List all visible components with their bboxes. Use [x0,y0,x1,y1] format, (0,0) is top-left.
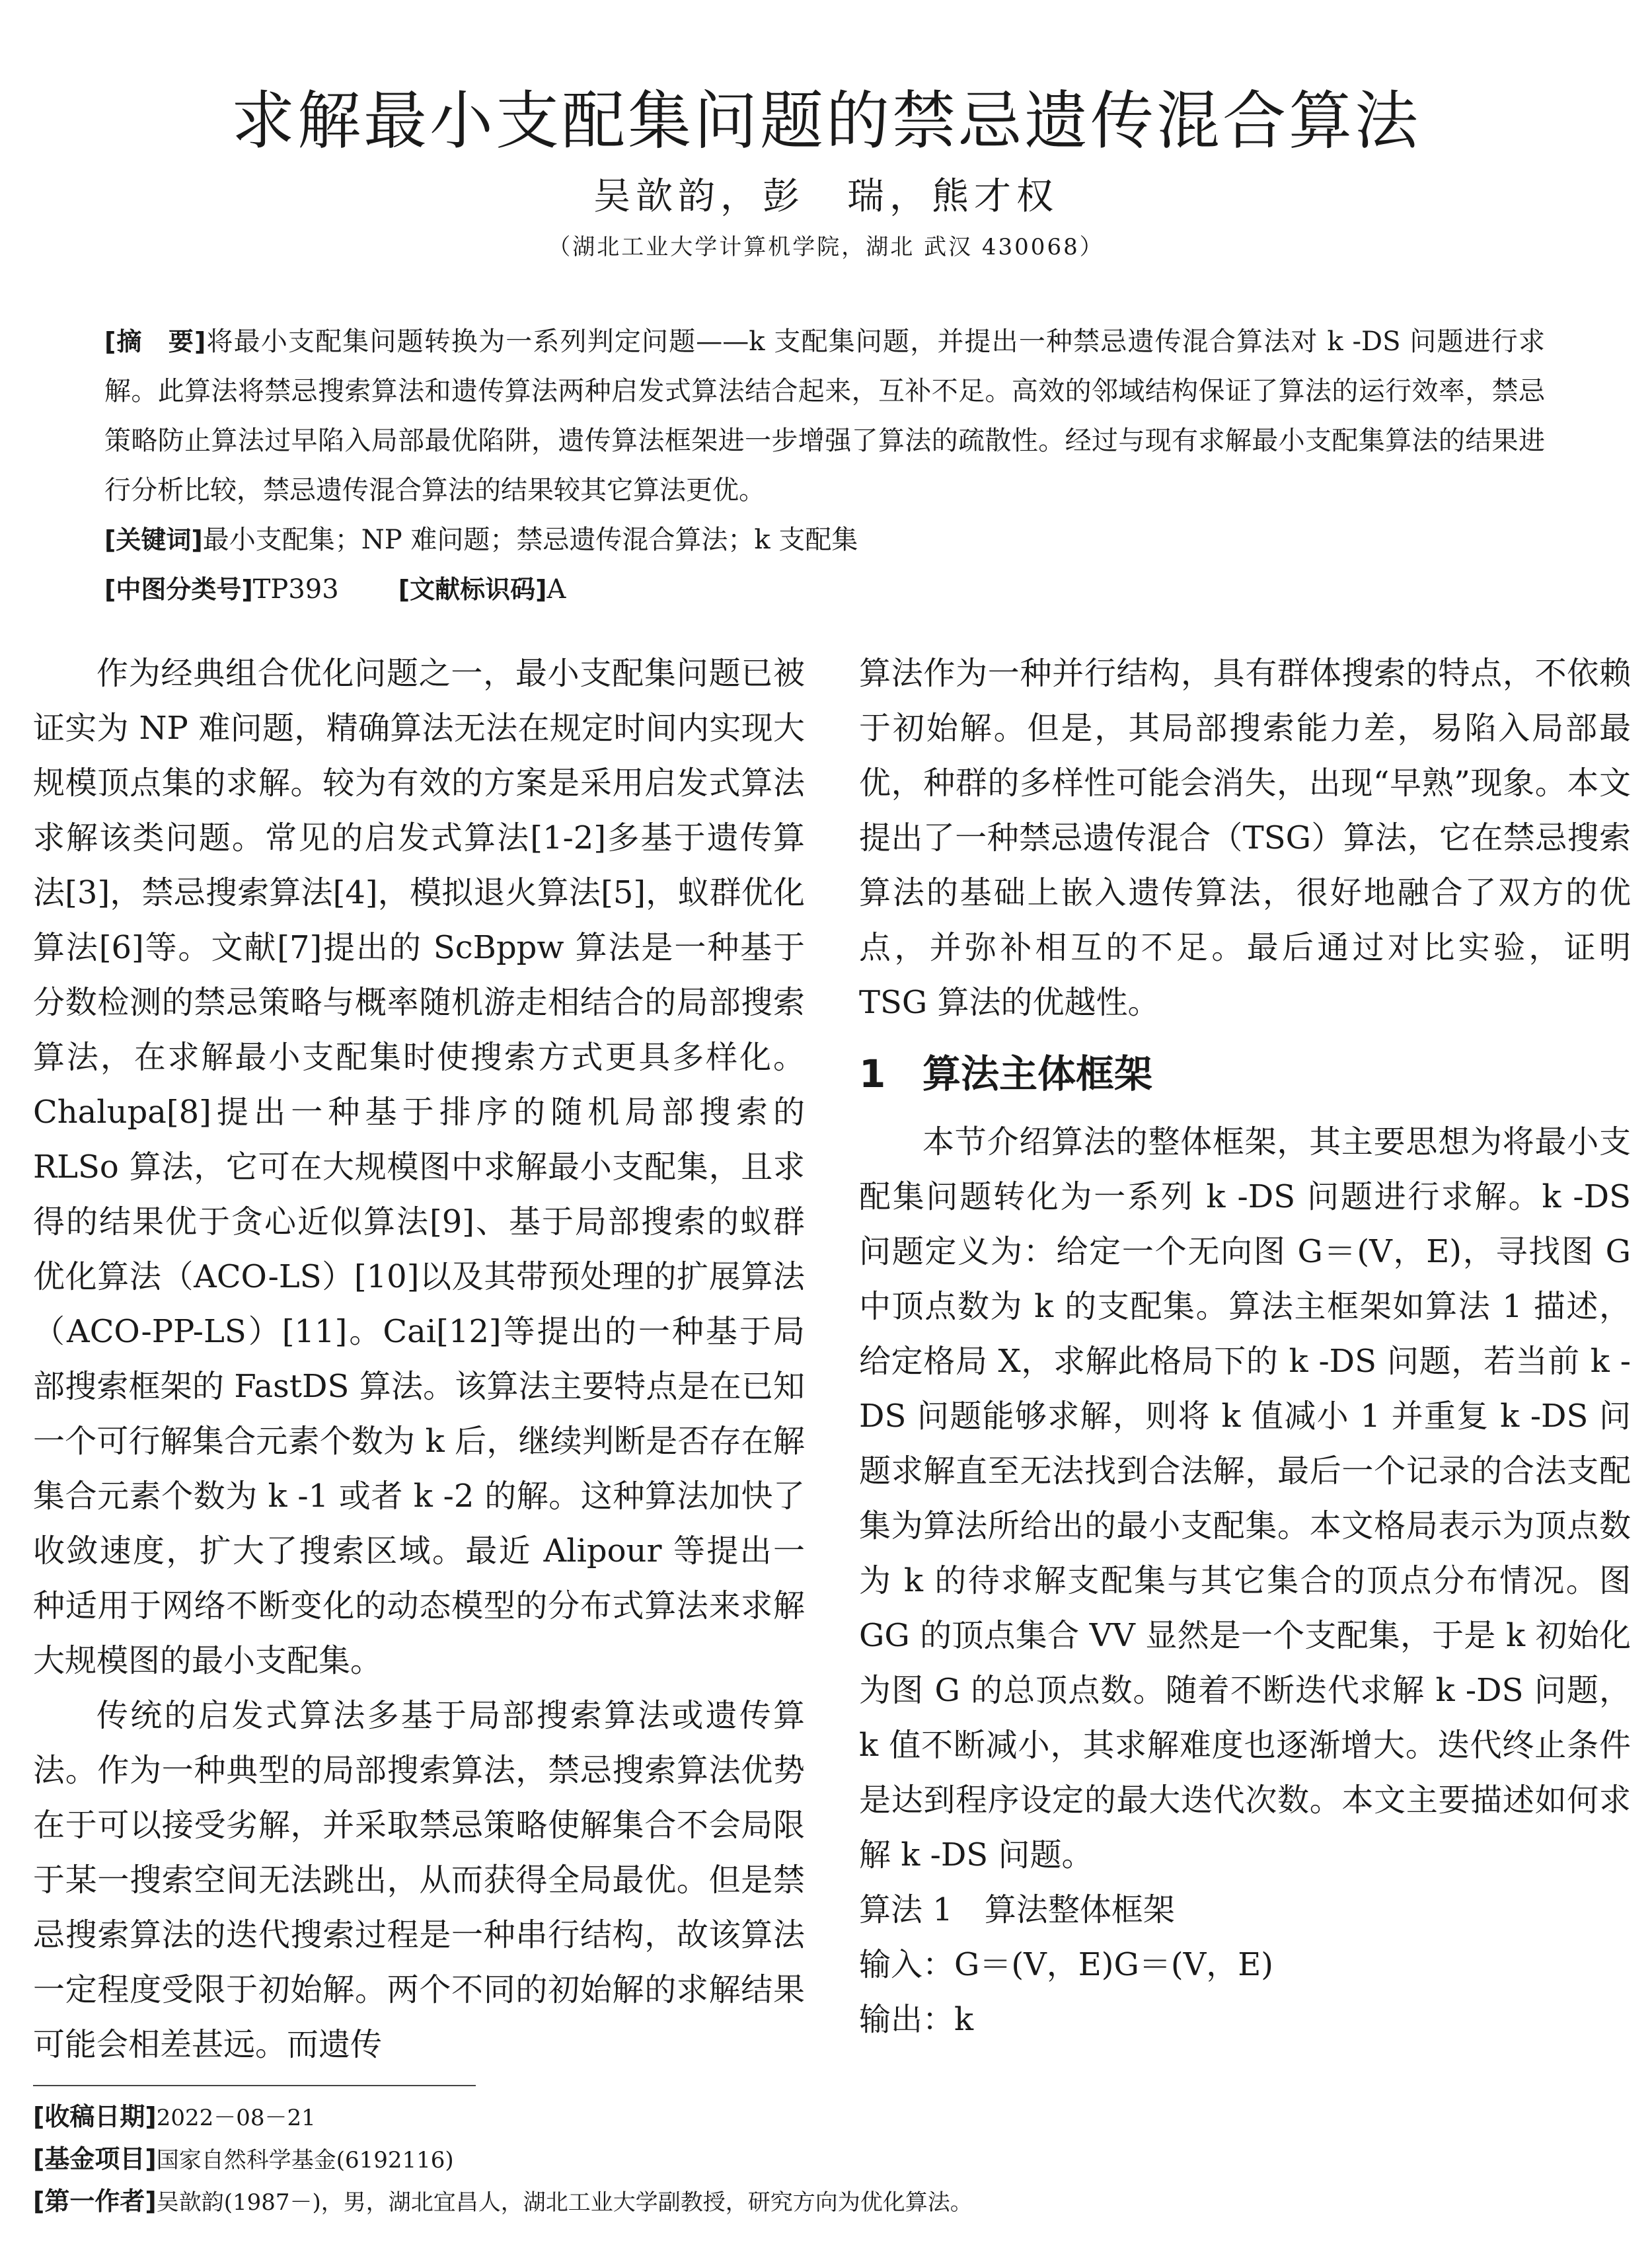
keywords-label: [关键词] [104,525,203,554]
keywords-text: 最小支配集；NP 难问题；禁忌遗传混合算法；k 支配集 [202,525,858,555]
abstract-label: [摘 要] [104,327,206,356]
left-column [33,646,805,2072]
section-title: 算法主体框架 [922,1051,1153,1096]
algorithm-output: 输出：k [859,2001,974,2038]
abstract-text: 将最小支配集问题转换为一系列判定问题——k 支配集问题，并提出一种禁忌遗传混合算法对 k -DS 问题进行求解。此算法将禁忌搜索算法和遗传算法两种启发式算法结合起来，互补不足。高效的邻域结构保证了算法的运行效率，禁忌策略防止算法过早陷入局部最优陷阱，遗传算法框架进一步增强了算法的疏散性。经过与现有求解最小支配集算法的结果进行分析比较，禁忌遗传混合算法的结果较其它算法更优。 [104,326,1545,506]
fund-value: 国家自然科学基金(6192116) [156,2147,454,2173]
received-value: 2022－08－21 [156,2105,316,2131]
received-label: [收稿日期] [33,2102,157,2131]
keywords [104,515,1545,565]
section-heading [859,1042,1631,1106]
body-paragraph: 算法作为一种并行结构，具有群体搜索的特点，不依赖于初始解。但是，其局部搜索能力差，易陷入局部最优，种群的多样性可能会消失，出现“早熟”现象。本文提出了一种禁忌遗传混合（TSG）算法，它在禁忌搜索算法的基础上嵌入遗传算法，很好地融合了双方的优点，并弥补相互的不足。最后通过对比实验，证明 TSG 算法的优越性。 [859,655,1631,1021]
affiliation: （湖北工业大学计算机学院，湖北 武汉 430068） [548,234,1104,260]
footnote-author [33,2181,1553,2223]
abstract [104,317,1545,515]
fund-label: [基金项目] [33,2144,157,2173]
author-value: 吴歆韵(1987－)，男，湖北宜昌人，湖北工业大学副教授，研究方向为优化算法。 [156,2189,973,2216]
abstract-block [104,317,1545,615]
classification-value: TP393 [252,574,339,605]
algorithm-label: 算法 1 [859,1891,953,1928]
author-list: 吴歆韵，彭 瑞，熊才权 [593,175,1059,218]
algorithm-caption [859,1883,1631,1938]
right-column [859,646,1631,2047]
classification-label: [中图分类号] [104,575,253,604]
paper-title: 求解最小支配集问题的禁忌遗传混合算法 [231,84,1421,158]
footnote-fund [33,2138,1553,2181]
author-label: [第一作者] [33,2187,157,2216]
body-paragraph: 传统的启发式算法多基于局部搜索算法或遗传算法。作为一种典型的局部搜索算法，禁忌搜索算法优势在于可以接受劣解，并采取禁忌策略使解集合不会局限于某一搜索空间无法跳出，从而获得全局最优。但是禁忌搜索算法的迭代搜索过程是一种串行结构，故该算法一定程度受限于初始解。两个不同的初始解的求解结果可能会相差甚远。而遗传 [33,1697,805,2063]
body-paragraph: 本节介绍算法的整体框架，其主要思想为将最小支配集问题转化为一系列 k -DS 问题进行求解。k -DS 问题定义为：给定一个无向图 G＝(V，E)，寻找图 G 中顶点数为 k 的支配集。算法主框架如算法 1 描述，给定格局 X，求解此格局下的 k -DS 问题，若当前 k -DS 问题能够求解，则将 k 值减小 1 并重复 k -DS 问题求解直至无法找到合法解，最后一个记录的合法支配集为算法所给出的最小支配集。本文格局表示为顶点数为 k 的待求解支配集与其它集合的顶点分布情况。图 GG 的顶点集合 VV 显然是一个支配集，于是 k 初始化为图 G 的总顶点数。随着不断迭代求解 k -DS 问题，k 值不断减小，其求解难度也逐渐增大。迭代终止条件是达到程序设定的最大迭代次数。本文主要描述如何求解 k -DS 问题。 [859,1123,1631,1873]
algorithm-title: 算法整体框架 [984,1891,1175,1928]
footnote-divider [33,2085,476,2086]
footnotes [33,2096,1553,2223]
doc-code-value: A [546,574,566,605]
algorithm-input: 输入：G＝(V，E)G＝(V，E) [859,1946,1274,1983]
body-paragraph: 作为经典组合优化问题之一，最小支配集问题已被证实为 NP 难问题，精确算法无法在规定时间内实现大规模顶点集的求解。较为有效的方案是采用启发式算法求解该类问题。常见的启发式算法[1-2]多基于遗传算法[3]，禁忌搜索算法[4]，模拟退火算法[5]，蚁群优化算法[6]等。文献[7]提出的 ScBppw 算法是一种基于分数检测的禁忌策略与概率随机游走相结合的局部搜索算法，在求解最小支配集时使搜索方式更具多样化。Chalupa[8]提出一种基于排序的随机局部搜索的 RLSo 算法，它可在大规模图中求解最小支配集，且求得的结果优于贪心近似算法[9]、基于局部搜索的蚁群优化算法（ACO-LS）[10]以及其带预处理的扩展算法（ACO-PP-LS）[11]。Cai[12]等提出的一种基于局部搜索框架的 FastDS 算法。该算法主要特点是在已知一个可行解集合元素个数为 k 后，继续判断是否存在解集合元素个数为 k -1 或者 k -2 的解。这种算法加快了收敛速度，扩大了搜索区域。最近 Alipour 等提出一种适用于网络不断变化的动态模型的分布式算法来求解大规模图的最小支配集。 [33,655,805,1679]
section-number: 1 [859,1051,886,1096]
doc-code-label: [文献标识码] [398,575,547,604]
footnote-received [33,2096,1553,2138]
classification [104,565,1545,615]
